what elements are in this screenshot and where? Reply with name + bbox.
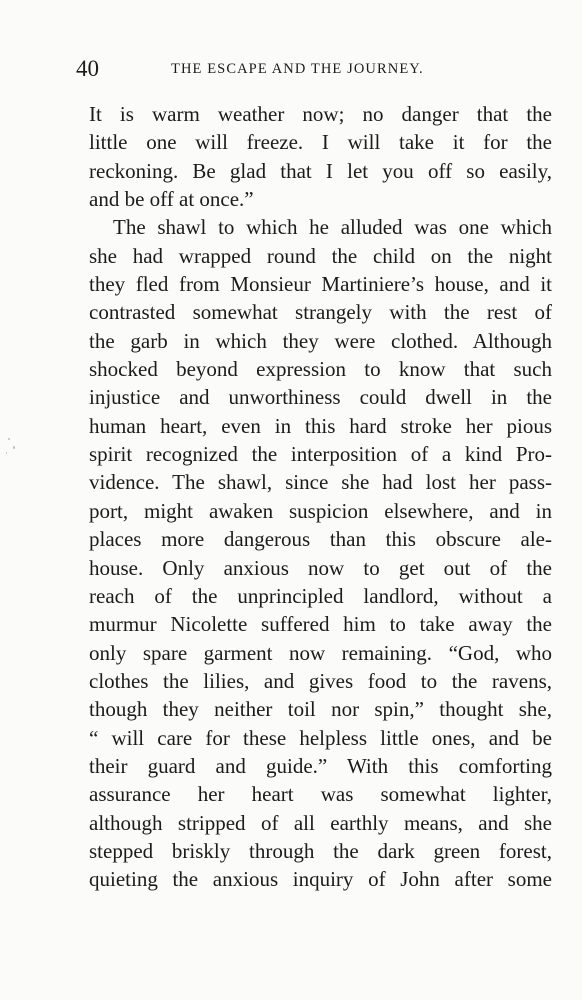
text-line: assurance her heart was somewhat lighter, bbox=[89, 782, 552, 807]
text-line: quieting the anxious inquiry of John after some bbox=[89, 867, 552, 892]
text-line: human heart, even in this hard stroke her pious bbox=[89, 413, 552, 438]
text-line: little one will freeze. I will take it for the bbox=[89, 130, 552, 155]
text-line: It is warm weather now; no danger that the bbox=[89, 102, 552, 126]
body-text bbox=[89, 100, 552, 894]
text-line: she had wrapped round the child on the night bbox=[89, 243, 552, 268]
page-header bbox=[76, 54, 553, 84]
text-line: house. Only anxious now to get out of the bbox=[89, 555, 552, 580]
text-line: murmur Nicolette suffered him to take away the bbox=[89, 612, 552, 637]
text-line: shocked beyond expression to know that such bbox=[89, 357, 552, 382]
text-line: and be off at once.” bbox=[89, 187, 254, 212]
text-line: although stripped of all earthly means, and she bbox=[89, 810, 552, 835]
text-line: spirit recognized the interposition of a kind Pro- bbox=[89, 442, 552, 467]
text-line: contrasted somewhat strangely with the rest of bbox=[89, 300, 552, 325]
text-line: though they neither toil nor spin,” thought she, bbox=[89, 697, 552, 722]
text-line: reach of the unprincipled landlord, without a bbox=[89, 583, 552, 608]
text-line: vidence. The shawl, since she had lost her pass- bbox=[89, 470, 552, 495]
text-line: The shawl to which he alluded was one which bbox=[113, 215, 552, 240]
page-number: 40 bbox=[76, 56, 99, 81]
text-line: their guard and guide.” With this comforting bbox=[89, 753, 552, 778]
text-line: they fled from Monsieur Martiniere’s house, and it bbox=[89, 272, 552, 297]
text-line: injustice and unworthiness could dwell in the bbox=[89, 385, 552, 410]
text-line: stepped briskly through the dark green forest, bbox=[89, 838, 552, 863]
text-line: only spare garment now remaining. “God, who bbox=[89, 640, 552, 665]
text-line: places more dangerous than this obscure ale- bbox=[89, 527, 552, 552]
text-line: clothes the lilies, and gives food to the ravens, bbox=[89, 668, 552, 693]
text-line: port, might awaken suspicion elsewhere, and in bbox=[89, 498, 552, 523]
paper-speck bbox=[8, 438, 10, 440]
running-head: THE ESCAPE AND THE JOURNEY. bbox=[171, 61, 424, 77]
text-line: reckoning. Be glad that I let you off so easily, bbox=[89, 158, 552, 183]
text-line: the garb in which they were clothed. Although bbox=[89, 328, 552, 353]
text-line: “ will care for these helpless little ones, and be bbox=[89, 725, 552, 750]
paper-speck bbox=[13, 446, 15, 449]
paper-speck bbox=[6, 452, 7, 454]
